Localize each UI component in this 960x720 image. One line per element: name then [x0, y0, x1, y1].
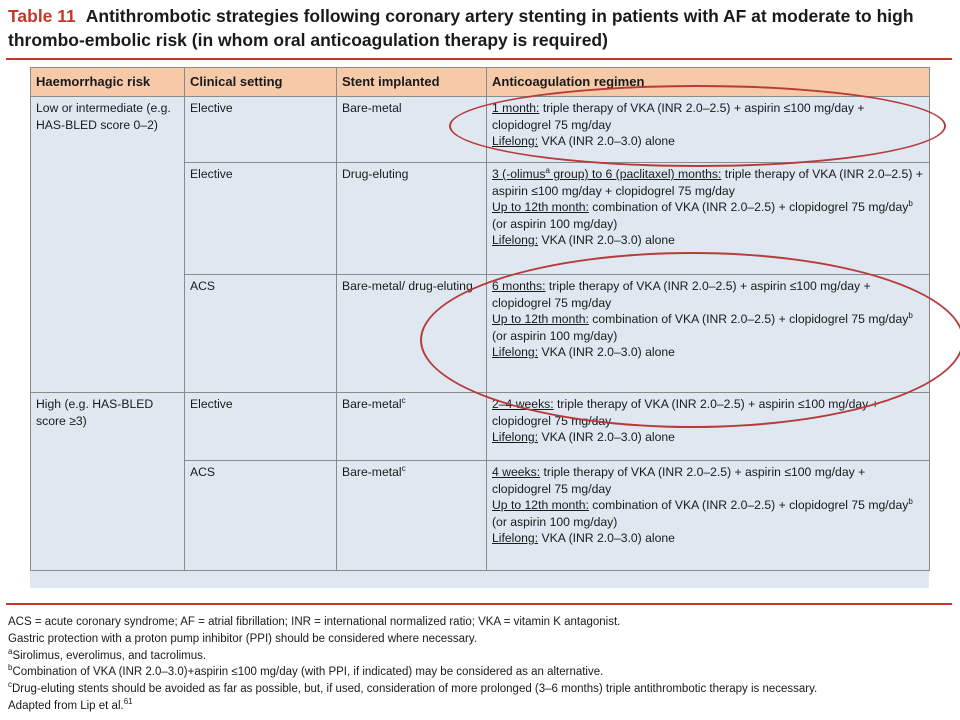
regimen-period: [492, 498, 589, 512]
regimen-period: [492, 233, 538, 247]
regimen-text: triple therapy of VKA (INR 2.0–2.5) + aspirin ≤100 mg/day + clopidogrel 75 mg/day: [492, 397, 879, 428]
regimen-line: [492, 100, 924, 133]
cell-anticoagulation-regimen: [487, 275, 930, 393]
regimen-text: (or aspirin 100 mg/day): [492, 514, 618, 529]
header-stent-implanted: Stent implanted: [337, 68, 487, 97]
table-row: [31, 461, 930, 571]
footnote-marker: b: [908, 198, 913, 208]
footnote-marker: a: [545, 165, 550, 175]
regimen-line: [492, 328, 924, 345]
table-caption: Antithrombotic strategies following coronary artery stenting in patients with AF at moderate to high thrombo-embolic risk (in whom oral anticoagulation therapy is required): [8, 6, 914, 50]
footnote-line: [8, 614, 952, 631]
regimen-period-text: Up to 12th month:: [492, 312, 589, 326]
regimen-line: [492, 133, 924, 150]
header-haemorrhagic-risk: Haemorrhagic risk: [31, 68, 185, 97]
table-row: [31, 97, 930, 163]
regimen-period-text: 2–4 weeks:: [492, 397, 554, 411]
footnote-marker: b: [908, 310, 913, 320]
table-row: [31, 393, 930, 461]
cell-anticoagulation-regimen: [487, 461, 930, 571]
regimen-text: VKA (INR 2.0–3.0) alone: [538, 134, 675, 148]
regimen-text: (or aspirin 100 mg/day): [492, 216, 618, 231]
cell-haemorrhagic-risk: [31, 275, 185, 393]
regimen-line: [492, 429, 924, 446]
cell-stent-implanted: [337, 163, 487, 275]
cell-stent-implanted: [337, 461, 487, 571]
regimen-line: [492, 514, 924, 531]
regimen-period-text: group) to 6 (paclitaxel) months:: [549, 167, 722, 181]
header-clinical-setting: Clinical setting: [185, 68, 337, 97]
cell-clinical-setting: Elective: [185, 97, 337, 163]
table-body: [31, 97, 930, 571]
cell-stent-implanted: [337, 275, 487, 393]
regimen-period: [492, 279, 546, 293]
footnote-text: Combination of VKA (INR 2.0–3.0)+aspirin ≤100 mg/day (with PPI, if indicated) may be considered as an alternative.: [12, 666, 604, 679]
footnote-marker: b: [908, 496, 913, 506]
footnote-marker: b: [8, 663, 13, 673]
regimen-period-text: 1 month:: [492, 101, 540, 115]
regimen-text: VKA (INR 2.0–3.0) alone: [538, 430, 675, 444]
regimen-line: [492, 530, 924, 547]
regimen-text: combination of VKA (INR 2.0–2.5) + clopidogrel 75 mg/day: [588, 200, 909, 214]
cell-anticoagulation-regimen: [487, 163, 930, 275]
regimen-line: [492, 311, 924, 328]
regimen-text: triple therapy of VKA (INR 2.0–2.5) + aspirin ≤100 mg/day + clopidogrel 75 mg/day: [492, 465, 866, 496]
footnote-line: [8, 681, 952, 698]
footnote-text: Drug-eluting stents should be avoided as far as possible, but, if used, consideration of more prolonged (3–6 months) triple antithrombotic therapy is necessary.: [12, 683, 818, 696]
stent-label: Bare-metal: [342, 397, 402, 411]
footnote-marker: c: [401, 463, 406, 473]
regimen-period-text: Up to 12th month:: [492, 498, 589, 512]
cell-anticoagulation-regimen: [487, 97, 930, 163]
cell-haemorrhagic-risk: High (e.g. HAS-BLED score ≥3): [31, 393, 185, 461]
regimen-text: triple therapy of VKA (INR 2.0–2.5) + aspirin ≤100 mg/day + clopidogrel 75 mg/day: [492, 279, 871, 310]
regimen-period: [492, 134, 538, 148]
regimen-line: [492, 344, 924, 361]
regimen-text: triple therapy of VKA (INR 2.0–2.5) + aspirin ≤100 mg/day + clopidogrel 75 mg/day: [492, 101, 865, 132]
regimen-period: [492, 430, 538, 444]
cell-anticoagulation-regimen: [487, 393, 930, 461]
table-title: [8, 4, 952, 52]
regimen-period: [492, 465, 540, 479]
regimen-line: [492, 497, 924, 514]
regimen-period-text: Lifelong:: [492, 430, 539, 444]
regimen-text: triple therapy of VKA (INR 2.0–2.5) + aspirin ≤100 mg/day + clopidogrel 75 mg/day: [492, 167, 923, 198]
regimen-period: [492, 345, 538, 359]
regimen-text: VKA (INR 2.0–3.0) alone: [538, 233, 675, 247]
regimen-line: [492, 232, 924, 249]
table-footnotes: [8, 614, 952, 715]
regimen-line: [492, 199, 924, 216]
regimen-text: combination of VKA (INR 2.0–2.5) + clopidogrel 75 mg/day: [588, 312, 909, 326]
regimen-text: VKA (INR 2.0–3.0) alone: [538, 345, 675, 359]
regimen-period-text: 4 weeks:: [492, 465, 541, 479]
cell-haemorrhagic-risk: Low or intermediate (e.g. HAS-BLED score 0–2): [31, 97, 185, 163]
regimen-period: [492, 167, 721, 181]
footnote-marker: a: [8, 646, 13, 656]
footnote-line: [8, 648, 952, 665]
regimen-line: [492, 464, 924, 497]
regimen-period-text: Lifelong:: [492, 531, 539, 545]
bottom-rule: [6, 603, 952, 605]
regimen-period: [492, 200, 589, 214]
footnote-line: [8, 631, 952, 648]
footnote-text: ACS = acute coronary syndrome; AF = atrial fibrillation; INR = international normalized ratio; VKA = vitamin K antagonist.: [8, 616, 621, 628]
regimen-period-text: Lifelong:: [492, 345, 539, 359]
regimen-period: [492, 397, 554, 411]
regimen-period-text: Lifelong:: [492, 134, 539, 148]
footnote-marker: c: [8, 680, 12, 690]
regimen-period-text: Lifelong:: [492, 233, 539, 247]
footnote-line: [8, 698, 952, 715]
cell-stent-implanted: [337, 393, 487, 461]
header-anticoagulation-regimen: Anticoagulation regimen: [487, 68, 930, 97]
regimen-line: [492, 216, 924, 233]
regimen-period: [492, 531, 538, 545]
table-row: [31, 275, 930, 393]
regimen-period: [492, 312, 589, 326]
regimen-table: [30, 67, 930, 571]
table-container: [30, 67, 929, 588]
regimen-text: VKA (INR 2.0–3.0) alone: [538, 531, 675, 545]
table-number: Table 11: [8, 6, 76, 26]
regimen-period-text: 3 (-olimus: [492, 167, 546, 181]
regimen-period: [492, 101, 539, 115]
cell-haemorrhagic-risk: [31, 163, 185, 275]
regimen-period-text: Up to 12th month:: [492, 200, 589, 214]
regimen-period-text: 6 months:: [492, 279, 546, 293]
footnote-line: [8, 664, 952, 681]
cell-clinical-setting: Elective: [185, 393, 337, 461]
regimen-text: (or aspirin 100 mg/day): [492, 328, 618, 343]
stent-label: Bare-metal/ drug-eluting: [342, 279, 473, 293]
stent-label: Bare-metal: [342, 465, 402, 479]
regimen-line: [492, 166, 924, 199]
cell-haemorrhagic-risk: [31, 461, 185, 571]
top-rule: [6, 58, 952, 60]
table-header-row: [31, 68, 930, 97]
footnote-marker: c: [401, 395, 406, 405]
footnote-text: Adapted from Lip et al.: [8, 699, 124, 712]
cell-clinical-setting: Elective: [185, 163, 337, 275]
reference-marker: 61: [123, 697, 133, 707]
stent-label: Bare-metal: [342, 101, 402, 115]
table-row: [31, 163, 930, 275]
regimen-line: [492, 278, 924, 311]
stent-label: Drug-eluting: [342, 167, 409, 181]
footnote-text: Gastric protection with a proton pump inhibitor (PPI) should be considered where necessary.: [8, 632, 477, 645]
cell-clinical-setting: ACS: [185, 461, 337, 571]
footnote-text: Sirolimus, everolimus, and tacrolimus.: [12, 649, 207, 662]
regimen-line: [492, 396, 924, 429]
regimen-text: combination of VKA (INR 2.0–2.5) + clopidogrel 75 mg/day: [588, 498, 909, 512]
cell-clinical-setting: ACS: [185, 275, 337, 393]
cell-stent-implanted: [337, 97, 487, 163]
